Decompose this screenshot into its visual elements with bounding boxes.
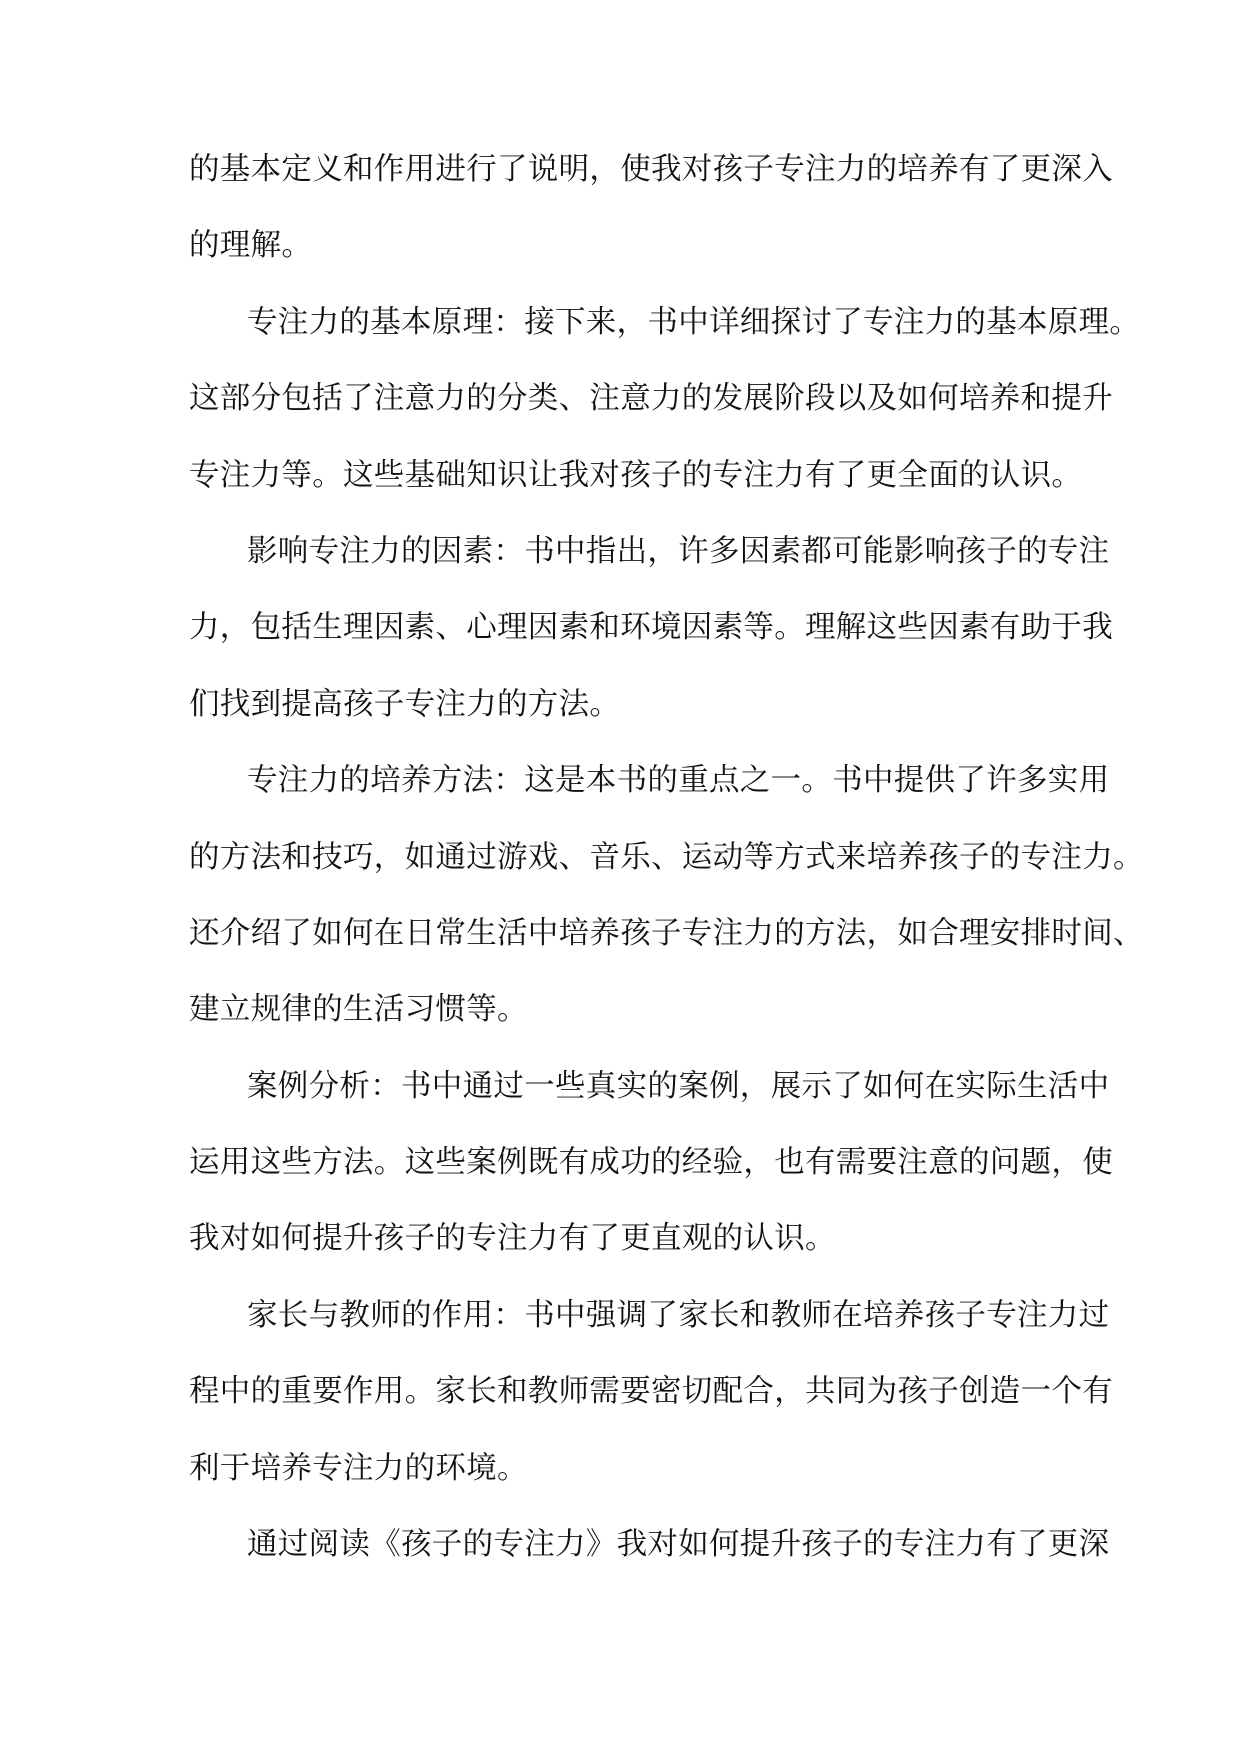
text-line: 的方法和技巧，如通过游戏、音乐、运动等方式来培养孩子的专注力。 <box>189 839 1144 875</box>
body-text <box>189 140 1144 1591</box>
text-line: 程中的重要作用。家长和教师需要密切配合，共同为孩子创造一个有 <box>189 1374 1113 1410</box>
text-line: 建立规律的生活习惯等。 <box>189 992 528 1028</box>
text-line: 力，包括生理因素、心理因素和环境因素等。理解这些因素有助于我 <box>189 610 1113 646</box>
text-line: 还介绍了如何在日常生活中培养孩子专注力的方法，如合理安排时间、 <box>189 915 1144 951</box>
text-line: 的基本定义和作用进行了说明，使我对孩子专注力的培养有了更深入 <box>189 152 1113 187</box>
paragraph-start-line: 专注力的基本原理：接下来，书中详细探讨了专注力的基本原理。 <box>247 304 1141 340</box>
paragraph-start-line: 专注力的培养方法：这是本书的重点之一。书中提供了许多实用 <box>247 763 1110 799</box>
text-line: 这部分包括了注意力的分类、注意力的发展阶段以及如何培养和提升 <box>189 381 1113 417</box>
text-line: 们找到提高孩子专注力的方法。 <box>189 686 621 722</box>
paragraph-start-line: 通过阅读《孩子的专注力》我对如何提升孩子的专注力有了更深 <box>247 1527 1110 1563</box>
paragraph-start-line: 家长与教师的作用：书中强调了家长和教师在培养孩子专注力过 <box>247 1297 1110 1333</box>
text-line: 运用这些方法。这些案例既有成功的经验，也有需要注意的问题，使 <box>189 1145 1113 1181</box>
text-line: 专注力等。这些基础知识让我对孩子的专注力有了更全面的认识。 <box>189 457 1083 493</box>
paragraph-start-line: 影响专注力的因素：书中指出，许多因素都可能影响孩子的专注 <box>247 533 1110 569</box>
text-line: 的理解。 <box>189 228 313 264</box>
text-line: 利于培养专注力的环境。 <box>189 1450 528 1486</box>
text-line: 我对如何提升孩子的专注力有了更直观的认识。 <box>189 1221 836 1257</box>
paragraph-start-line: 案例分析：书中通过一些真实的案例，展示了如何在实际生活中 <box>247 1068 1110 1104</box>
